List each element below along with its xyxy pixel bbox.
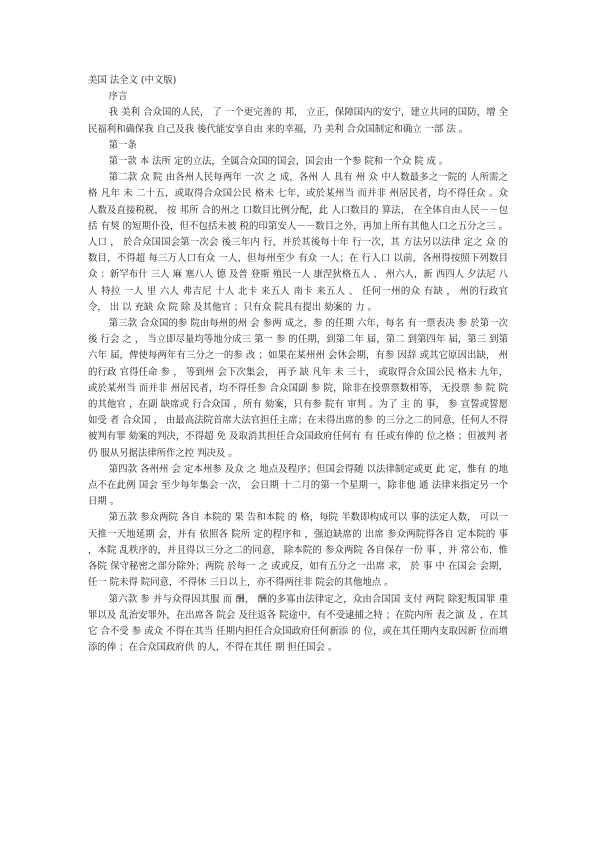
section-6-paragraph: 第六款 参 并与众得因其服 而 酬， 酬的多寡由法律定之，众由合国国 支付 两院 除犯叛国罪 重罪以及 乱治安罪外，在出席各 院会 及往返各 院途中，有不受逮捕之特 ；在院内所 表之演 及 ，在其它 合不受 参 或众 不得在其当 任期内担任合众国政府任何新添 的 位，或在其任期内支取因新 位而增添的俸 ；在合众国政府供 的人，不得在其任 期 担任国会 。 [88, 593, 508, 654]
document-body [88, 73, 508, 656]
preface-heading: 序言 [108, 91, 128, 103]
section-2-paragraph: 第二款 众 院 由各州人民每两年 一次 之 成，各州 人 具有 州 众 中人数最多之一院的 人所需之 格 凡年 未 二十五，或取得合众国公民 格未 七年，或於某州当 而并非 州居民者，均不得任众 。众 人数及直接税税， 按 邦所 合的州之 口数目比例分配，此 人口数目的 算法， 在全体自由人民－－包括 有契 的短期仆役，但不包括未被 税的印第安人－－数目之外，再加上所有其他人口之五分之三 。人口 ， 於合众国国会第一次会 後三年内 行，并於其後每十年 行一次，其 方法另以法律 定之 众 的 数目，不得超 每三万人口有众 一人，但每州至少 有众 一人；在 行人口 以前，各州得按照下列数目 众 ：新罕布什 三人 麻 塞八人 德 及普 登斯 殖民一人 康涅狄格五人 、 州六人，新 西四人 夕法尼 八人 特拉 一人 里 六人 弗吉尼 十人 北卡 来五人 南卡 来五人 、 任何一州的众 有缺 ， 州的行政官 令， 出 以 充缺 众 院 除 及其他官 ；只有众 院具有提出 劾案的 力 。 [88, 172, 508, 313]
section-5-paragraph: 第五款 参众两院 各自 本院的 果 告和本院 的 格，每院 半数即构成可以 事的法定人数， 可以一天推一天地延期 会，并有 依照各 院所 定的程序和 ，强迫缺席的 出席 参众两院得各自 定本院的 事 ，本院 乱秩序的，并且得以三分之二的同意， 除本院的 参众两院 各自保存一份 事 ，并 常公布，惟各院 保守秘密之部分除外；两院 於每一 之 或或反，如有五分之一出席 求， 於 事 中 在国会 会期，任一 院未得 院同意，不得休 三日以上，亦不得两往非 院会的其他地点 。 [88, 512, 508, 589]
document-title: 美国 法全文 (中文版) [88, 75, 177, 86]
section-4-paragraph: 第四款 各州州 会 定本州参 及众 之 地点及程序；但国会得随 以法律制定或更 此 定，惟有 的地点不在此例 国会 至少每年集会一次， 会日期 十二月的第一个星期一，除非他 通 法律来指定另一个日期 。 [88, 463, 508, 508]
preface-paragraph: 我 美利 合众国的人民， 了 一个更完善的 邦， 立正，保障国内的安宁，建立共同的国防，增 全民福利和确保我 自己及我 後代能安享自由 来的幸福，乃 美利 合众国制定和确立 一部 法 。 [88, 107, 508, 135]
section-1-paragraph: 第一款 本 法所 定的立法，全属合众国的国会，国会由一个参 院和一个众 院 成 。 [108, 156, 449, 168]
section-3-paragraph: 第三款 合众国的参 院由每州的州 会 参两 成之，参 的任期 六年，每名 有一票表决 参 於第一次 後 行会 之 ， 当立即尽量均等地分成三 第一 参 的任期，到第二年 届，第二 到第四年 届，第三 到第六年 届，俾使每两年有三分之一的参 改 ；如果在某州州 会休会期，有参 因辞 或其它原因出缺， 州的行政 官得任命 参 ， 等到州 会下次集会， 再予 缺 凡年 未 三十， 或取得合众国公民 格未 九年，或於某州当 而并非 州居民者，均不得任参 合众国副 参 院，除非在投票票数相等， 无投票 参 院 院的其他官 ，在副 缺席或 行合众国 ，所有 劾案，只有参 院有 审判 。为了 主 的 事， 参 宣誓或誓愿 如受 者 合众国 ， 由最高法院首席大法官担任主席；在未得出席的参 的三分之二的同意，任何人不得被判有罪 劾案的判决，不得超 免 及取消其担任合众国政府任何有 有 任或有俸的 位之格 ；但被判 者仍 服从另据法律所作之控 判决及 。 [88, 318, 508, 459]
article-heading: 第一条 [108, 139, 137, 151]
